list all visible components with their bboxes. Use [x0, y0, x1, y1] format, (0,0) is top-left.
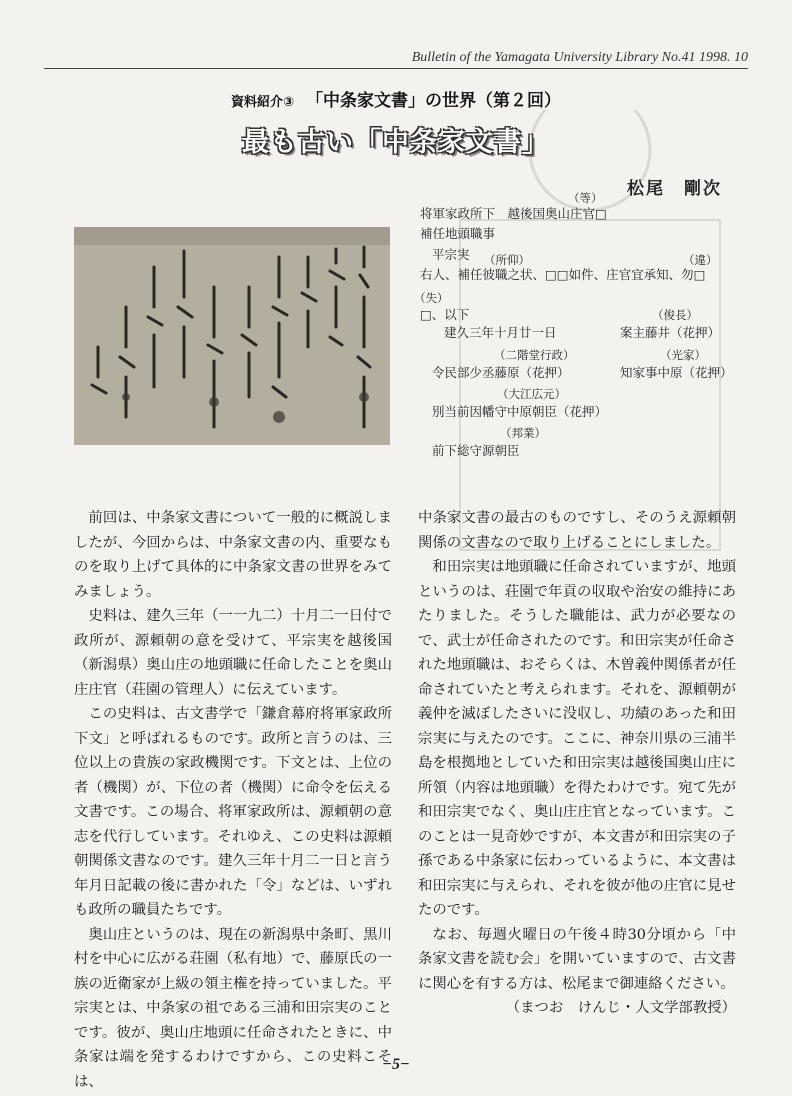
- transcription-line: 案主藤井（花押）: [620, 325, 721, 340]
- page-number: −5−: [382, 1056, 410, 1073]
- body-paragraph: 和田宗実は地頭職に任命されていますが、地頭というのは、荘園で年貢の収取や治安の維持にあたりました。そうした職能は、武力が必要なので、武士が任命されたのです。和田宗実が任命された地頭職は、おそらくは、木曽義仲関係者が任命されていたと考えられます。それを、源頼朝が義仲を滅ぼしたさいに没収し、功績のあった和田宗実に与えたのです。ここに、神奈川県の三浦半島を根拠地としていた和田宗実は越後国奥山庄に所領（内容は地頭職）を得たわけです。宛て先が和田宗実でなく、奥山庄庄官となっています。このことは一見奇妙ですが、本文書が和田宗実の子孫である中条家に伝わっているように、本文書は和田宗実に与えられ、それを彼が他の庄官に見せたのです。: [418, 559, 736, 918]
- author-signature: （まつお けんじ・人文学部教授）: [505, 1000, 736, 1016]
- transcription-line: □、以下: [420, 307, 470, 322]
- annotation: （俊長）: [652, 308, 698, 322]
- annotation: （大江広元）: [497, 387, 566, 401]
- transcription-line: 右人、補任彼職之状、□□如件、庄官宜承知、勿□: [420, 267, 706, 282]
- body-paragraph: 奥山庄というのは、現在の新潟県中条町、黒川村を中心に広がる荘園（私有地）で、藤原氏の一族の近衛家が上級の領主権を持っていました。平宗実とは、中条家の祖である三浦和田宗実のことです。彼が、奥山庄地頭に任命されたときに、中条家は端を発するわけですから、この史料こそは、: [74, 926, 392, 1090]
- transcription-line: 別当前因幡守中原朝臣（花押）: [432, 404, 608, 419]
- transcription-line: 前下総守源朝臣: [432, 443, 520, 458]
- annotation: （所仰）: [484, 253, 530, 267]
- body-paragraph: 史料は、建久三年（一一九二）十月二一日付で政所が、源頼朝の意を受けて、平宗実を越後国（新潟県）奥山庄の地頭職に任命したことを奥山庄庄官（荘園の管理人）に伝えています。: [74, 608, 392, 698]
- annotation: （光家）: [660, 348, 706, 362]
- annotation: （失）: [414, 291, 449, 305]
- transcription-line: 補任地頭職事: [420, 226, 496, 241]
- body-paragraph: 前回は、中条家文書について一般的に概説しましたが、今回からは、中条家文書の内、重要なものを取り上げて具体的に中条家文書の世界をみてみましょう。: [74, 510, 392, 600]
- body-paragraph: 中条家文書の最古のものですし、そのうえ源頼朝関係の文書なので取り上げることにしました。: [418, 510, 736, 551]
- header-rule: [44, 68, 748, 69]
- transcription-line: 令民部少丞藤原（花押）: [432, 365, 570, 380]
- main-title: 最も古い「中条家文書」: [242, 127, 550, 158]
- series-title: 「中条家文書」の世界（第２回）: [305, 91, 561, 111]
- body-column-right: [418, 506, 736, 1021]
- annotation: （邦業）: [500, 426, 546, 440]
- old-document-photo-icon: [74, 227, 390, 445]
- body-paragraph: この史料は、古文書学で「鎌倉幕府将軍家政所下文」と呼ばれるものです。政所と言うのは、三位以上の貴族の家政機関です。下文とは、上位の者（機関）が、下位の者（機関）に命令を伝える文書です。この場合、将軍家政所は、源頼朝の意志を代行しています。それゆえ、この史料は源頼朝関係文書なのです。建久三年十月二一日と言う年月日記載の後に書かれた「令」などは、いずれも政所の職員たちです。: [74, 706, 392, 918]
- body-paragraph: なお、毎週火曜日の午後４時30分頃から「中条家文書を読む会」を開いていますので、古文書に関心を有する方は、松尾まで御連絡ください。: [418, 926, 736, 992]
- author-name: 松尾 剛次: [627, 179, 722, 199]
- transcription-line: 建久三年十月廿一日: [444, 325, 557, 340]
- annotation: （等）: [568, 191, 603, 205]
- series-heading: [0, 86, 792, 111]
- journal-header: Bulletin of the Yamagata University Library No.41 1998. 10: [411, 50, 748, 65]
- body-column-left: [74, 506, 392, 1094]
- annotation: （違）: [683, 253, 718, 267]
- transcription-line: 将軍家政所下 越後国奥山庄官□: [420, 206, 607, 221]
- transcription-line: 知家事中原（花押）: [620, 365, 733, 380]
- annotation: （二階堂行政）: [494, 348, 575, 362]
- series-label: 資料紹介③: [231, 95, 295, 110]
- transcription-line: 平宗実: [432, 247, 470, 262]
